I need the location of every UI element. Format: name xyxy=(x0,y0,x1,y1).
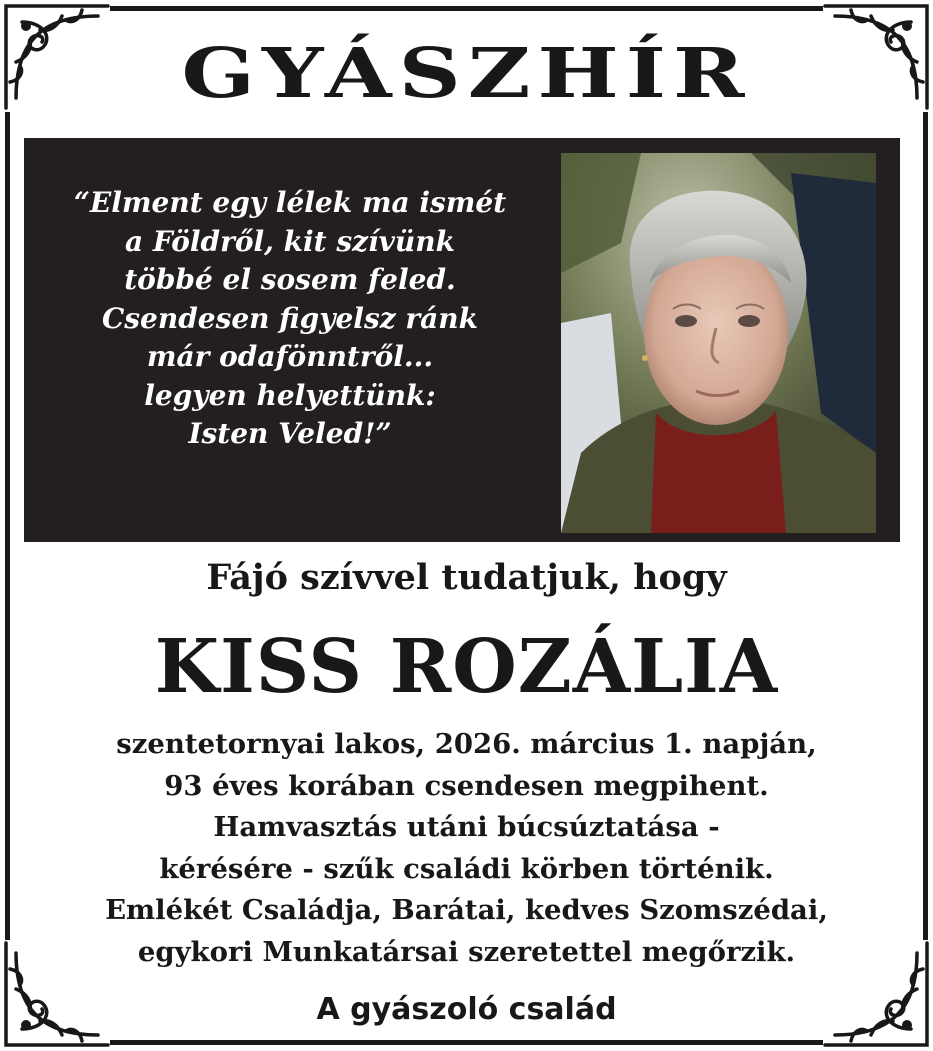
poem-line: többé el sosem feled. xyxy=(124,263,456,296)
family-signature: A gyászoló család xyxy=(316,992,617,1027)
body-line: Hamvasztás utáni búcsúztatása - xyxy=(213,811,720,843)
poem-line: Isten Veled!” xyxy=(188,417,392,450)
announcement-body xyxy=(0,724,933,973)
portrait-photo xyxy=(561,153,876,533)
intro-line: Fájó szívvel tudatjuk, hogy xyxy=(206,557,727,598)
memorial-poem xyxy=(40,184,540,454)
poem-line: legyen helyettünk: xyxy=(144,378,436,412)
poem-line: a Földről, kit szívünk xyxy=(124,224,456,258)
poem-line: “Elment egy lélek ma ismét xyxy=(73,186,507,219)
portrait-illustration xyxy=(561,153,876,533)
body-line: 93 éves korában csendesen megpihent. xyxy=(164,769,769,802)
deceased-name: KISS ROZÁLIA xyxy=(154,624,779,710)
frame-top-line xyxy=(110,6,823,11)
body-line: egykori Munkatársai szeretettel megőrzik. xyxy=(137,935,796,968)
obituary-title: GYÁSZHÍR xyxy=(181,33,752,115)
body-line: kérésére - szűk családi körben történik. xyxy=(159,852,774,885)
frame-bottom-line xyxy=(110,1040,823,1045)
body-line: szentetornyai lakos, 2026. március 1. napján, xyxy=(116,728,817,760)
poem-line: már odafönntről... xyxy=(146,340,434,373)
body-line: Emlékét Családja, Barátai, kedves Szomszédai, xyxy=(105,894,828,926)
poem-line: Csendesen figyelsz ránk xyxy=(101,301,479,335)
